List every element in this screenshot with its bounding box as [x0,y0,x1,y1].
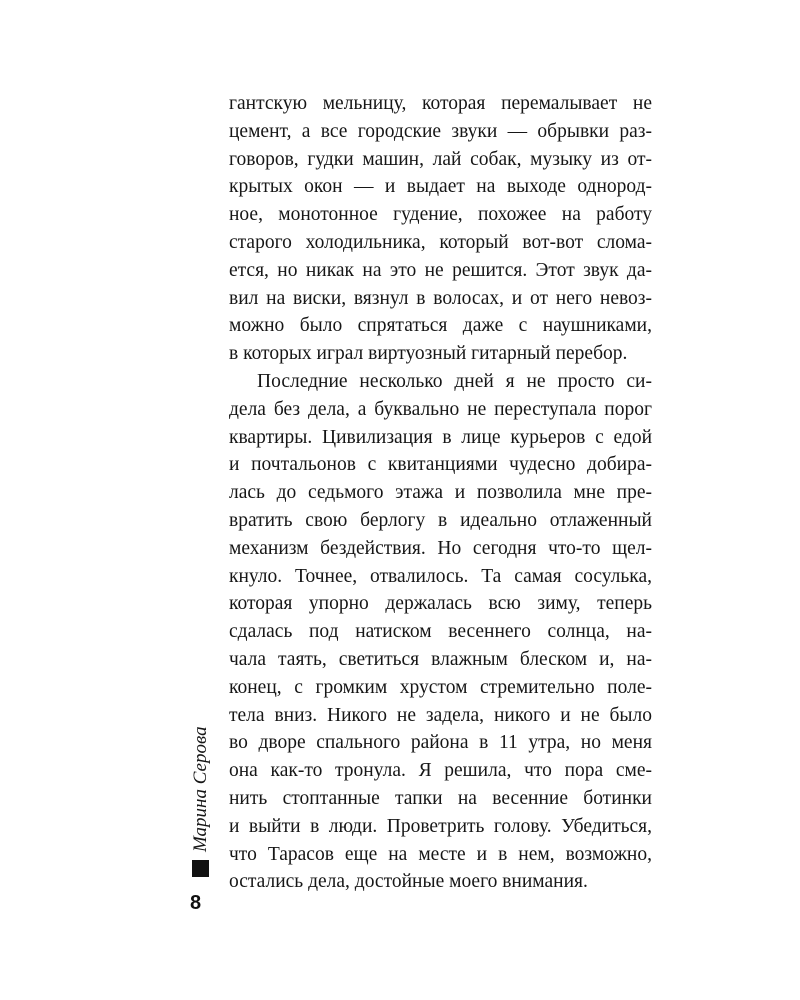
text-line: можно было спрятаться даже с наушниками, [229,315,652,337]
running-head-author: Марина Серова [190,726,211,852]
text-line: говоров, гудки машин, лай собак, музыку из от- [229,148,652,170]
text-line: механизм бездействия. Но сегодня что-то щел- [229,537,652,559]
text-line: она как-то тронула. Я решила, что пора сме- [229,760,652,782]
text-line: цемент, а все городские звуки — обрывки раз- [229,120,652,142]
paragraph-end-line: остались дела, достойные моего внимания. [229,871,588,893]
text-line: крытых окон — и выдает на выходе однород- [229,176,652,198]
text-line: сдалась под натиском весеннего солнца, на- [229,621,652,643]
text-line: лась до седьмого этажа и позволила мне пре- [229,482,652,504]
page-number: 8 [190,892,202,914]
text-line: что Тарасов еще на месте и в нем, возможно, [229,843,652,865]
text-line: и почтальонов с квитанциями чудесно добира- [229,454,652,476]
text-line: ется, но никак на это не решится. Этот звук да- [229,259,652,281]
text-line: старого холодильника, который вот-вот слома- [229,231,652,253]
paragraph-end-line: в которых играл виртуозный гитарный перебор. [229,343,628,365]
text-line: чала таять, светиться влажным блеском и, на- [229,648,652,670]
text-line: квартиры. Цивилизация в лице курьеров с едой [229,426,652,448]
text-line: тела вниз. Никого не задела, никого и не было [229,704,652,726]
text-line: конец, с громким хрустом стремительно поле- [229,676,652,698]
text-line: дела без дела, а буквально не переступала порог [229,398,652,420]
text-line: вратить свою берлогу в идеально отлаженный [229,509,652,531]
text-line: ное, монотонное гудение, похожее на работу [229,204,652,226]
body-text [229,90,652,896]
text-line: вил на виски, вязнул в волосах, и от него невоз- [229,287,652,309]
text-line: которая упорно держалась всю зиму, теперь [229,593,652,615]
paragraph-first-line: Последние несколько дней я не просто си- [257,370,652,392]
text-line: и выйти в люди. Проветрить голову. Убедиться, [229,815,652,837]
text-line: кнуло. Точнее, отвалилось. Та самая сосулька, [229,565,652,587]
square-marker-icon [192,860,209,877]
text-line: гантскую мельницу, которая перемалывает не [229,93,652,114]
text-line: во дворе спального района в 11 утра, но меня [229,732,652,754]
text-line: нить стоптанные тапки на весенние ботинки [229,787,652,809]
